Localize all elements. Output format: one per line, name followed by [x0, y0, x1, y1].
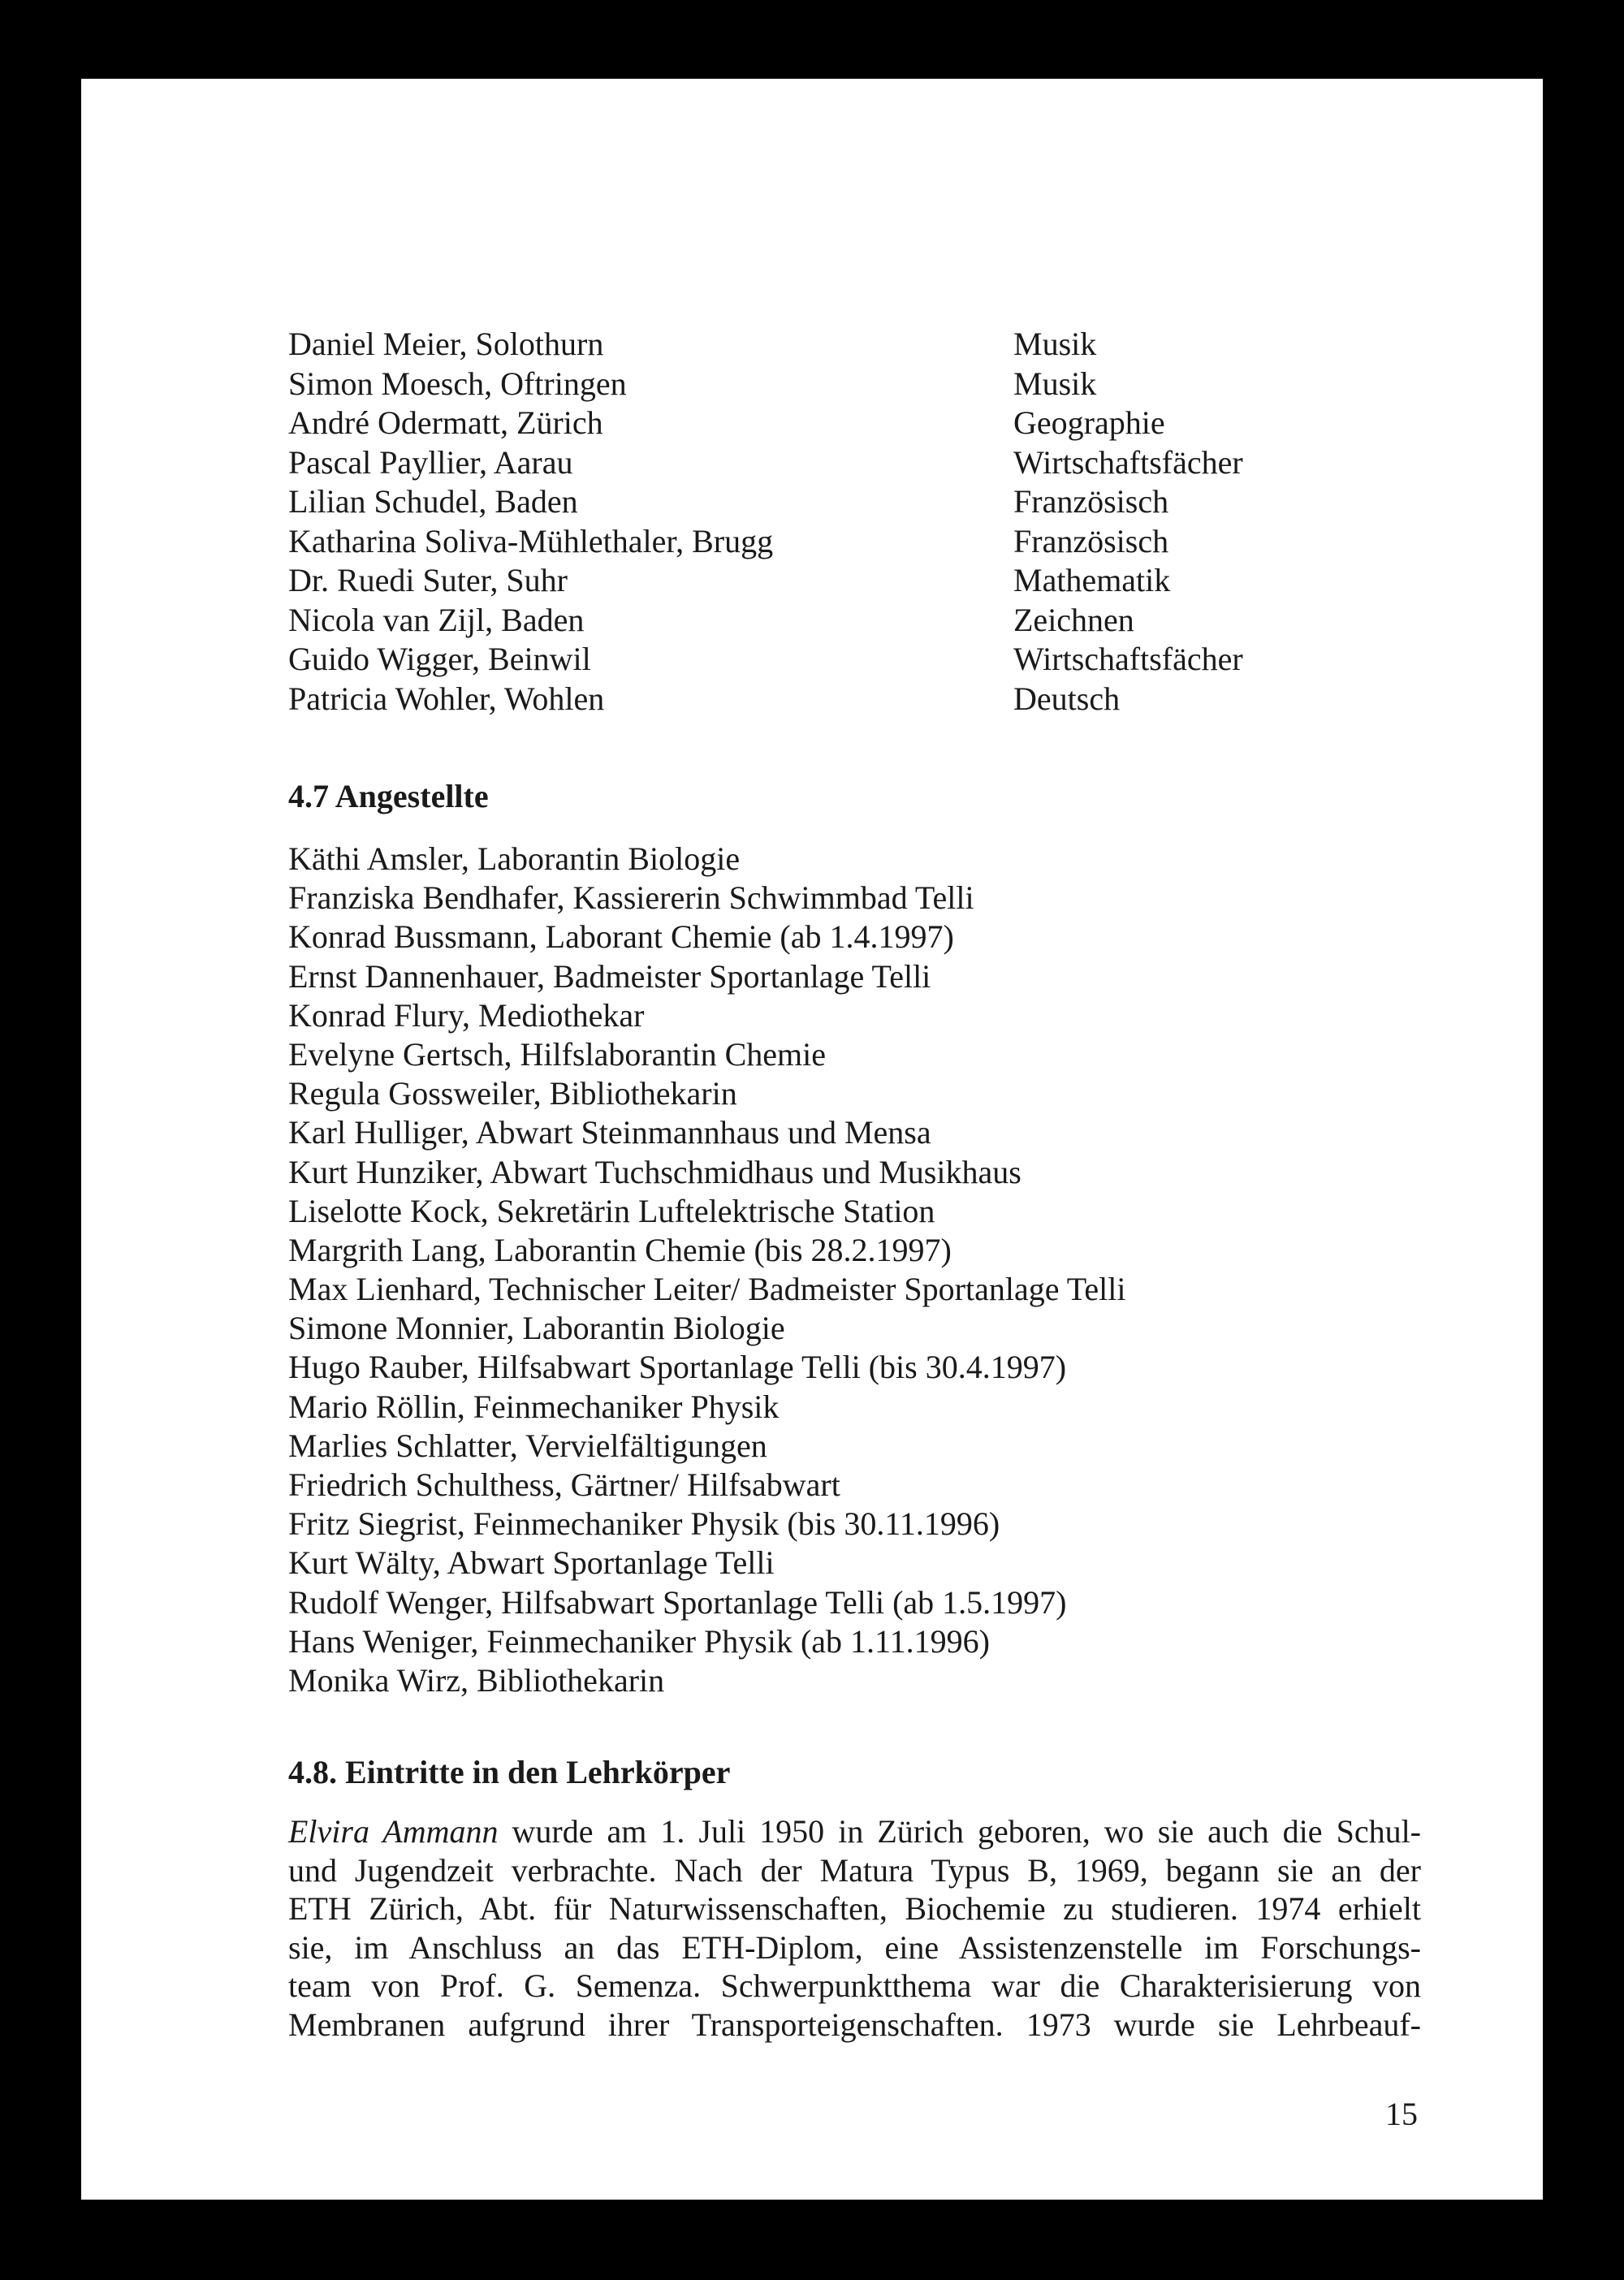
teacher-name: André Odermatt, Zürich [288, 404, 603, 441]
staff-list [288, 840, 1125, 1700]
staff-item: Max Lienhard, Technischer Leiter/ Badmeister Sportanlage Telli [288, 1271, 1126, 1308]
staff-item: Franziska Bendhafer, Kassiererin Schwimmbad Telli [288, 879, 974, 917]
staff-item: Rudolf Wenger, Hilfsabwart Sportanlage Telli (ab 1.5.1997) [288, 1583, 1067, 1621]
teacher-subject: Wirtschaftsfächer [1013, 641, 1243, 677]
teacher-subject: Zeichnen [1013, 601, 1134, 638]
staff-item: Margrith Lang, Laborantin Chemie (bis 28.2.1997) [288, 1231, 952, 1268]
teacher-subject: Französisch [1013, 522, 1169, 559]
bio-line-text: wurde am 1. Juli 1950 in Zürich geboren, wo sie auch die Schul- [512, 1813, 1421, 1850]
teacher-subject: Französisch [1013, 483, 1169, 520]
section-heading-eintritte: 4.8. Eintritte in den Lehrkörper [288, 1754, 731, 1790]
staff-item: Evelyne Gertsch, Hilfslaborantin Chemie [288, 1035, 827, 1073]
teacher-name: Pascal Payllier, Aarau [288, 443, 573, 481]
bio-line: Membranen aufgrund ihrer Transporteigenschaften. 1973 wurde sie Lehrbeauf- [288, 2006, 1421, 2043]
teacher-subject: Musik [1013, 365, 1097, 402]
teacher-name: Daniel Meier, Solothurn [288, 326, 604, 362]
teacher-name: Nicola van Zijl, Baden [288, 601, 585, 638]
staff-item: Liselotte Kock, Sekretärin Luftelektrische Station [288, 1192, 935, 1229]
staff-item: Monika Wirz, Bibliothekarin [288, 1661, 665, 1699]
staff-item: Käthi Amsler, Laborantin Biologie [288, 840, 741, 877]
teacher-subject: Deutsch [1013, 680, 1121, 717]
bio-line: ETH Zürich, Abt. für Naturwissenschaften, Biochemie zu studieren. 1974 erhielt [288, 1890, 1421, 1927]
teacher-name: Lilian Schudel, Baden [288, 483, 578, 520]
staff-item: Karl Hulliger, Abwart Steinmannhaus und Mensa [288, 1114, 931, 1151]
staff-item: Konrad Flury, Mediothekar [288, 996, 645, 1034]
staff-item: Friedrich Schulthess, Gärtner/ Hilfsabwart [288, 1466, 840, 1503]
section-heading-angestellte: 4.7 Angestellte [288, 778, 489, 814]
bio-line [288, 1812, 1421, 1851]
teacher-name: Guido Wigger, Beinwil [288, 641, 591, 677]
teacher-subject: Mathematik [1013, 562, 1171, 598]
document-page [81, 79, 1543, 2200]
bio-line: und Jugendzeit verbrachte. Nach der Matura Typus B, 1969, begann sie an der [288, 1851, 1421, 1889]
staff-item: Simone Monnier, Laborantin Biologie [288, 1310, 785, 1347]
teacher-subject: Wirtschaftsfächer [1013, 443, 1243, 481]
bio-paragraph [288, 1812, 1421, 2044]
staff-item: Mario Röllin, Feinmechaniker Physik [288, 1388, 780, 1425]
teacher-name: Patricia Wohler, Wohlen [288, 680, 605, 717]
staff-item: Fritz Siegrist, Feinmechaniker Physik (bis 30.11.1996) [288, 1505, 1000, 1543]
staff-item: Regula Gossweiler, Bibliothekarin [288, 1075, 737, 1112]
teacher-subject: Geographie [1013, 404, 1165, 441]
staff-item: Ernst Dannenhauer, Badmeister Sportanlage Telli [288, 957, 931, 995]
staff-item: Hans Weniger, Feinmechaniker Physik (ab 1.11.1996) [288, 1622, 990, 1660]
page-number: 15 [1385, 2096, 1418, 2132]
bio-line: team von Prof. G. Semenza. Schwerpunktthema war die Charakterisierung von [288, 1967, 1421, 2004]
teacher-name: Katharina Soliva-Mühlethaler, Brugg [288, 522, 774, 559]
staff-item: Hugo Rauber, Hilfsabwart Sportanlage Telli (bis 30.4.1997) [288, 1349, 1067, 1386]
staff-item: Marlies Schlatter, Vervielfältigungen [288, 1427, 767, 1464]
staff-item: Kurt Hunziker, Abwart Tuchschmidhaus und Musikhaus [288, 1153, 1021, 1190]
teacher-name: Dr. Ruedi Suter, Suhr [288, 562, 568, 598]
bio-line: sie, im Anschluss an das ETH-Diplom, eine Assistenzenstelle im Forschungs- [288, 1928, 1421, 1966]
teacher-subject: Musik [1013, 326, 1097, 362]
staff-item: Kurt Wälty, Abwart Sportanlage Telli [288, 1544, 775, 1582]
teacher-name: Simon Moesch, Oftringen [288, 365, 627, 402]
staff-item: Konrad Bussmann, Laborant Chemie (ab 1.4.1997) [288, 918, 954, 956]
bio-person-name: Elvira Ammann [288, 1813, 499, 1850]
